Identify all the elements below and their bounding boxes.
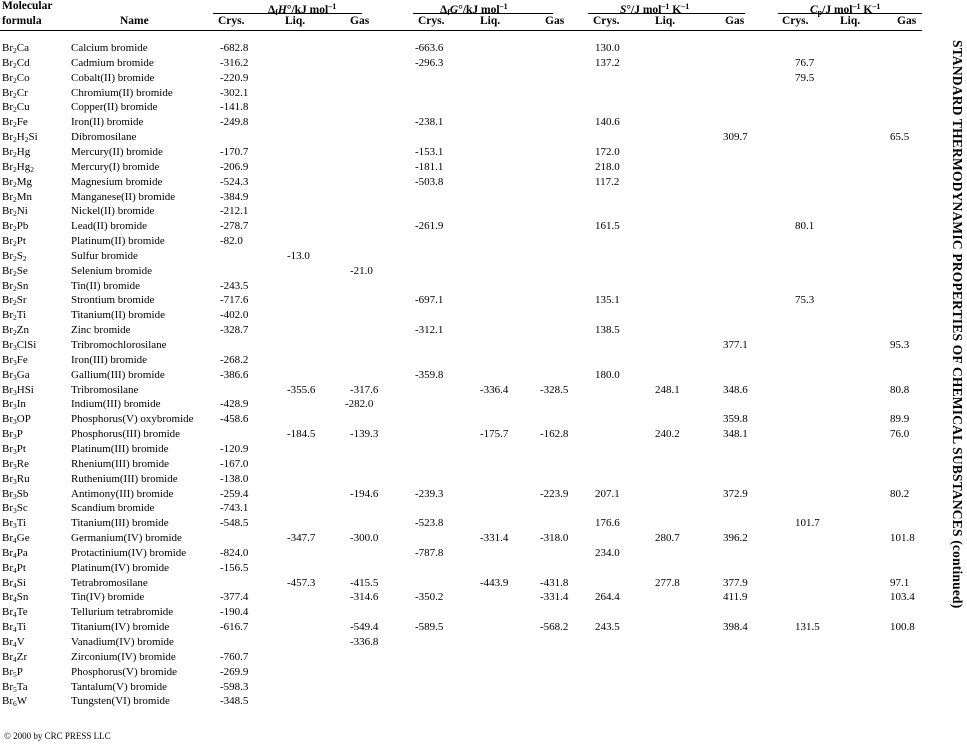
name-cell: Calcium bromide (71, 42, 148, 54)
value-cell: -249.8 (220, 116, 249, 129)
formula-cell: $Br_3OP$ (2, 413, 31, 427)
header-name: Name (120, 15, 149, 27)
table-row (0, 427, 930, 441)
name-cell: Zinc bromide (71, 324, 131, 337)
formula-cell: $Br_3ClSi$ (2, 339, 37, 352)
value-cell: 89.9 (890, 413, 910, 426)
value-cell: -458.6 (220, 413, 249, 426)
header-phase-2-2: Liq. (480, 15, 501, 27)
value-cell: 131.5 (795, 621, 820, 634)
table-row (0, 397, 930, 411)
header-group-rule (778, 13, 922, 14)
name-cell: Ruthenium(III) bromide (71, 472, 178, 485)
formula-cell: $Br_3Fe$ (2, 353, 28, 367)
value-cell: -120.9 (220, 442, 249, 455)
value-cell: -377.4 (220, 591, 249, 604)
table-row (0, 338, 930, 352)
name-cell: Platinum(IV) bromide (71, 561, 170, 574)
name-cell: Antimony(III) bromide (71, 487, 174, 500)
value-cell: 65.5 (890, 131, 910, 144)
value-cell: -239.3 (415, 487, 444, 500)
formula-cell: $Br_2Ca$ (2, 42, 29, 55)
value-cell: -359.8 (415, 368, 444, 381)
header-phase-1-2: Liq. (285, 15, 306, 27)
value-cell: 117.2 (595, 175, 620, 188)
value-cell: -336.8 (350, 636, 379, 648)
value-cell: 348.6 (723, 383, 748, 396)
formula-cell: $Br_2Sr$ (2, 294, 27, 308)
table-row (0, 115, 930, 129)
value-cell: -824.0 (220, 546, 249, 559)
value-cell: -328.7 (220, 324, 249, 337)
value-cell: -261.9 (415, 220, 444, 233)
formula-cell: $Br_2Pb$ (2, 220, 29, 234)
formula-cell: $Br_5P$ (2, 665, 23, 679)
header-group-rule (213, 13, 362, 14)
value-cell: -568.2 (540, 621, 569, 634)
formula-cell: $Br_2Pt$ (2, 235, 26, 249)
header-group-rule (588, 13, 745, 14)
value-cell: -697.1 (415, 294, 444, 307)
value-cell: -21.0 (350, 264, 373, 277)
value-cell: 172.0 (595, 145, 620, 158)
name-cell: Dibromosilane (71, 131, 137, 144)
table-row (0, 264, 930, 278)
value-cell: -548.5 (220, 517, 249, 530)
value-cell: 140.6 (595, 116, 620, 129)
value-cell: -223.9 (540, 487, 569, 500)
formula-cell: $Br_2Sn$ (2, 279, 29, 293)
value-cell: -162.8 (540, 428, 569, 441)
side-title-text: STANDARD THERMODYNAMIC PROPERTIES OF CHEMICAL SUBSTANCES (continued) (950, 40, 965, 609)
value-cell: 264.4 (595, 591, 620, 604)
value-cell: -787.8 (415, 546, 444, 559)
table-row (0, 41, 930, 55)
value-cell: 80.8 (890, 383, 910, 396)
value-cell: -663.6 (415, 42, 444, 54)
formula-cell: $Br_3P$ (2, 428, 23, 442)
formula-cell: $Br_3Pt$ (2, 442, 26, 456)
table-row (0, 204, 930, 218)
formula-cell: $Br_2S_2$ (2, 249, 27, 263)
formula-cell: $Br_4Ge$ (2, 532, 30, 546)
value-cell: -282.0 (345, 398, 374, 411)
value-cell: -184.5 (287, 428, 316, 441)
value-cell: -302.1 (220, 86, 249, 99)
formula-cell: $Br_4Sn$ (2, 591, 29, 605)
value-cell: -138.0 (220, 472, 249, 485)
name-cell: Titanium(III) bromide (71, 517, 169, 530)
table-row (0, 56, 930, 70)
value-cell: -350.2 (415, 591, 444, 604)
formula-cell: $Br_2Co$ (2, 71, 30, 85)
value-cell: -428.9 (220, 398, 249, 411)
header-rule (0, 30, 922, 31)
value-cell: 76.7 (795, 56, 815, 69)
table-row (0, 86, 930, 100)
value-cell: -194.6 (350, 487, 379, 500)
value-cell: 309.7 (723, 131, 748, 144)
name-cell: Iron(II) bromide (71, 116, 144, 129)
table-row (0, 383, 930, 397)
table-row (0, 308, 930, 322)
table-row (0, 665, 930, 679)
value-cell: -181.1 (415, 160, 444, 173)
value-cell: -318.0 (540, 532, 569, 545)
table-row (0, 576, 930, 590)
name-cell: Iron(III) bromide (71, 353, 148, 366)
table-row (0, 487, 930, 501)
value-cell: -212.1 (220, 205, 249, 218)
table-row (0, 160, 930, 174)
value-cell: -317.6 (350, 383, 379, 396)
header-phase-4-3: Gas (897, 15, 917, 27)
value-cell: -331.4 (480, 532, 509, 545)
value-cell: -170.7 (220, 145, 249, 158)
value-cell: -300.0 (350, 532, 379, 545)
table-row (0, 531, 930, 545)
value-cell: -415.5 (350, 576, 379, 589)
formula-cell: $Br_2Zn$ (2, 324, 29, 338)
value-cell: -549.4 (350, 621, 379, 634)
value-cell: -243.5 (220, 279, 249, 292)
name-cell: Tungsten(VI) bromide (71, 695, 170, 708)
name-cell: Cobalt(II) bromide (71, 71, 155, 84)
value-cell: -384.9 (220, 190, 249, 203)
value-cell: -524.3 (220, 175, 249, 188)
header-phase-3-2: Liq. (655, 15, 676, 27)
value-cell: 411.9 (723, 591, 748, 604)
header-molecular: Molecular (2, 0, 53, 12)
formula-cell: $Br_2H_2Si$ (2, 131, 38, 145)
header-phase-2-1: Crys. (418, 15, 445, 27)
table-row (0, 190, 930, 204)
value-cell: -331.4 (540, 591, 569, 604)
value-cell: -347.7 (287, 532, 316, 545)
value-cell: -259.4 (220, 487, 249, 500)
value-cell: -268.2 (220, 353, 249, 366)
table-row (0, 323, 930, 337)
name-cell: Gallium(III) bromide (71, 368, 165, 381)
formula-cell: $Br_4Si$ (2, 576, 26, 590)
table-row (0, 694, 930, 708)
value-cell: -312.1 (415, 324, 444, 337)
value-cell: 135.1 (595, 294, 620, 307)
value-cell: 218.0 (595, 160, 620, 173)
value-cell: -760.7 (220, 650, 249, 663)
value-cell: -153.1 (415, 145, 444, 158)
value-cell: 95.3 (890, 339, 910, 351)
name-cell: Nickel(II) bromide (71, 205, 155, 218)
name-cell: Strontium bromide (71, 294, 155, 307)
value-cell: -348.5 (220, 695, 249, 708)
formula-cell: $Br_3Sb$ (2, 487, 29, 501)
header-group-rule (413, 13, 553, 14)
formula-cell: $Br_4Pa$ (2, 546, 28, 560)
name-cell: Tetrabromosilane (71, 576, 148, 589)
formula-cell: $Br_2Hg_2$ (2, 160, 34, 174)
value-cell: -296.3 (415, 56, 444, 69)
formula-cell: $Br_2Cu$ (2, 101, 30, 115)
formula-cell: $Br_3Ga$ (2, 368, 30, 382)
header-phase-1-3: Gas (350, 15, 370, 27)
table-row (0, 635, 930, 649)
name-cell: Platinum(II) bromide (71, 235, 165, 248)
value-cell: -336.4 (480, 383, 509, 396)
table-row (0, 472, 930, 486)
name-cell: Germanium(IV) bromide (71, 532, 182, 545)
name-cell: Tellurium tetrabromide (71, 606, 174, 619)
table-row (0, 590, 930, 604)
value-cell: -167.0 (220, 457, 249, 470)
header-group-3: S°/J mol$^{-1}$ $K^{-1}$ (620, 2, 690, 16)
name-cell: Mercury(I) bromide (71, 160, 160, 173)
value-cell: -717.6 (220, 294, 249, 307)
table-row (0, 457, 930, 471)
name-cell: Titanium(IV) bromide (71, 621, 170, 634)
table-row (0, 145, 930, 159)
name-cell: Cadmium bromide (71, 56, 154, 69)
value-cell: -503.8 (415, 175, 444, 188)
name-cell: Scandium bromide (71, 502, 155, 515)
name-cell: Rhenium(III) bromide (71, 457, 170, 470)
value-cell: -402.0 (220, 309, 249, 322)
name-cell: Vanadium(IV) bromide (71, 636, 174, 648)
value-cell: -206.9 (220, 160, 249, 173)
table-row (0, 442, 930, 456)
value-cell: 234.0 (595, 546, 620, 559)
name-cell: Tribromochlorosilane (71, 339, 167, 351)
value-cell: 79.5 (795, 71, 815, 84)
formula-cell: $Br_2Hg$ (2, 145, 31, 159)
value-cell: 100.8 (890, 621, 915, 634)
value-cell: -238.1 (415, 116, 444, 129)
table-row (0, 546, 930, 560)
formula-cell: $Br_3In$ (2, 398, 26, 412)
table-row (0, 561, 930, 575)
header-phase-3-3: Gas (725, 15, 745, 27)
header-group-4: $C_p/J$ mol$^{-1}$ $K^{-1}$ (810, 2, 881, 17)
value-cell: -457.3 (287, 576, 316, 589)
value-cell: 97.1 (890, 576, 910, 589)
value-cell: -431.8 (540, 576, 569, 589)
header-phase-1-1: Crys. (218, 15, 245, 27)
formula-cell: $Br_6W$ (2, 695, 28, 709)
name-cell: Lead(II) bromide (71, 220, 148, 233)
value-cell: 161.5 (595, 220, 620, 233)
formula-cell: $Br_4V$ (2, 636, 25, 649)
value-cell: -328.5 (540, 383, 569, 396)
value-cell: -589.5 (415, 621, 444, 634)
value-cell: -13.0 (287, 249, 310, 262)
value-cell: -523.8 (415, 517, 444, 530)
table-row (0, 605, 930, 619)
table-row (0, 234, 930, 248)
value-cell: 101.8 (890, 532, 915, 545)
value-cell: 180.0 (595, 368, 620, 381)
value-cell: 248.1 (655, 383, 680, 396)
value-cell: 240.2 (655, 428, 680, 441)
table-row (0, 620, 930, 634)
value-cell: 359.8 (723, 413, 748, 426)
name-cell: Chromium(II) bromide (71, 86, 173, 99)
formula-cell: $Br_5Ta$ (2, 680, 28, 694)
value-cell: 75.3 (795, 294, 815, 307)
value-cell: 243.5 (595, 621, 620, 634)
formula-cell: $Br_4Zr$ (2, 650, 28, 664)
formula-cell: $Br_2Se$ (2, 264, 28, 278)
formula-cell: $Br_2Ti$ (2, 309, 27, 323)
name-cell: Tin(IV) bromide (71, 591, 145, 604)
value-cell: -316.2 (220, 56, 249, 69)
formula-cell: $Br_3Ti$ (2, 517, 27, 531)
value-cell: -616.7 (220, 621, 249, 634)
name-cell: Phosphorus(V) oxybromide (71, 413, 194, 426)
value-cell: -355.6 (287, 383, 316, 396)
value-cell: -156.5 (220, 561, 249, 574)
name-cell: Selenium bromide (71, 264, 152, 277)
value-cell: 103.4 (890, 591, 915, 604)
name-cell: Manganese(II) bromide (71, 190, 176, 203)
formula-cell: $Br_2Cr$ (2, 86, 28, 100)
value-cell: -82.0 (220, 235, 243, 248)
formula-cell: $Br_2Fe$ (2, 116, 28, 130)
table-row (0, 71, 930, 85)
formula-cell: $Br_3Ru$ (2, 472, 30, 486)
formula-cell: $Br_3Re$ (2, 457, 29, 471)
value-cell: -139.3 (350, 428, 379, 441)
value-cell: 398.4 (723, 621, 748, 634)
table-row (0, 100, 930, 114)
name-cell: Indium(III) bromide (71, 398, 161, 411)
table-row (0, 353, 930, 367)
formula-cell: $Br_3Sc$ (2, 502, 28, 516)
name-cell: Zirconium(IV) bromide (71, 650, 176, 663)
value-cell: -682.8 (220, 42, 249, 54)
formula-cell: $Br_4Te$ (2, 606, 28, 620)
name-cell: Protactinium(IV) bromide (71, 546, 187, 559)
table-row (0, 412, 930, 426)
name-cell: Phosphorus(III) bromide (71, 428, 181, 441)
header-phase-4-1: Crys. (782, 15, 809, 27)
table-row (0, 175, 930, 189)
value-cell: 80.1 (795, 220, 815, 233)
value-cell: -269.9 (220, 665, 249, 678)
header-phase-3-1: Crys. (593, 15, 620, 27)
table-row (0, 219, 930, 233)
value-cell: -175.7 (480, 428, 509, 441)
formula-cell: $Br_4Pt$ (2, 561, 26, 575)
value-cell: -190.4 (220, 606, 249, 619)
value-cell: -314.6 (350, 591, 379, 604)
table-row (0, 368, 930, 382)
value-cell: -386.6 (220, 368, 249, 381)
table-row (0, 279, 930, 293)
formula-cell: $Br_2Mg$ (2, 175, 33, 189)
table-row (0, 130, 930, 144)
value-cell: 137.2 (595, 56, 620, 69)
name-cell: Mercury(II) bromide (71, 145, 163, 158)
formula-cell: $Br_3HSi$ (2, 383, 34, 397)
value-cell: 377.1 (723, 339, 748, 351)
formula-cell: $Br_4Ti$ (2, 621, 27, 635)
value-cell: 396.2 (723, 532, 748, 545)
header-formula: formula (2, 15, 42, 27)
value-cell: 372.9 (723, 487, 748, 500)
name-cell: Sulfur bromide (71, 249, 138, 262)
value-cell: 277.8 (655, 576, 680, 589)
value-cell: -220.9 (220, 71, 249, 84)
value-cell: -141.8 (220, 101, 249, 114)
name-cell: Tribromosilane (71, 383, 139, 396)
side-title (945, 40, 967, 660)
table-header (0, 0, 922, 34)
value-cell: 377.9 (723, 576, 748, 589)
name-cell: Tantalum(V) bromide (71, 680, 168, 693)
copyright-footer: © 2000 by CRC PRESS LLC (4, 731, 111, 741)
value-cell: 80.2 (890, 487, 910, 500)
table-row (0, 501, 930, 515)
table-row (0, 516, 930, 530)
value-cell: 176.6 (595, 517, 620, 530)
value-cell: 348.1 (723, 428, 748, 441)
name-cell: Magnesium bromide (71, 175, 163, 188)
header-phase-2-3: Gas (545, 15, 565, 27)
formula-cell: $Br_2Cd$ (2, 56, 30, 70)
table-row (0, 650, 930, 664)
value-cell: -743.1 (220, 502, 249, 515)
value-cell: -443.9 (480, 576, 509, 589)
value-cell: -278.7 (220, 220, 249, 233)
value-cell: 76.0 (890, 428, 910, 441)
value-cell: 138.5 (595, 324, 620, 337)
name-cell: Platinum(III) bromide (71, 442, 169, 455)
value-cell: 101.7 (795, 517, 820, 530)
value-cell: -598.3 (220, 680, 249, 693)
value-cell: 130.0 (595, 42, 620, 54)
name-cell: Tin(II) bromide (71, 279, 140, 292)
table-row (0, 293, 930, 307)
header-group-1: $\Delta_fH^\circ/kJ$ mol$^{-1}$ (268, 2, 337, 17)
table-row (0, 680, 930, 694)
formula-cell: $Br_2Ni$ (2, 205, 28, 219)
header-phase-4-2: Liq. (840, 15, 861, 27)
header-group-2: $\Delta_fG^\circ/kJ$ mol$^{-1}$ (440, 2, 508, 17)
formula-cell: $Br_2Mn$ (2, 190, 33, 204)
name-cell: Phosphorus(V) bromide (71, 665, 178, 678)
name-cell: Titanium(II) bromide (71, 309, 165, 322)
table-row (0, 249, 930, 263)
value-cell: 280.7 (655, 532, 680, 545)
name-cell: Copper(II) bromide (71, 101, 158, 114)
value-cell: 207.1 (595, 487, 620, 500)
